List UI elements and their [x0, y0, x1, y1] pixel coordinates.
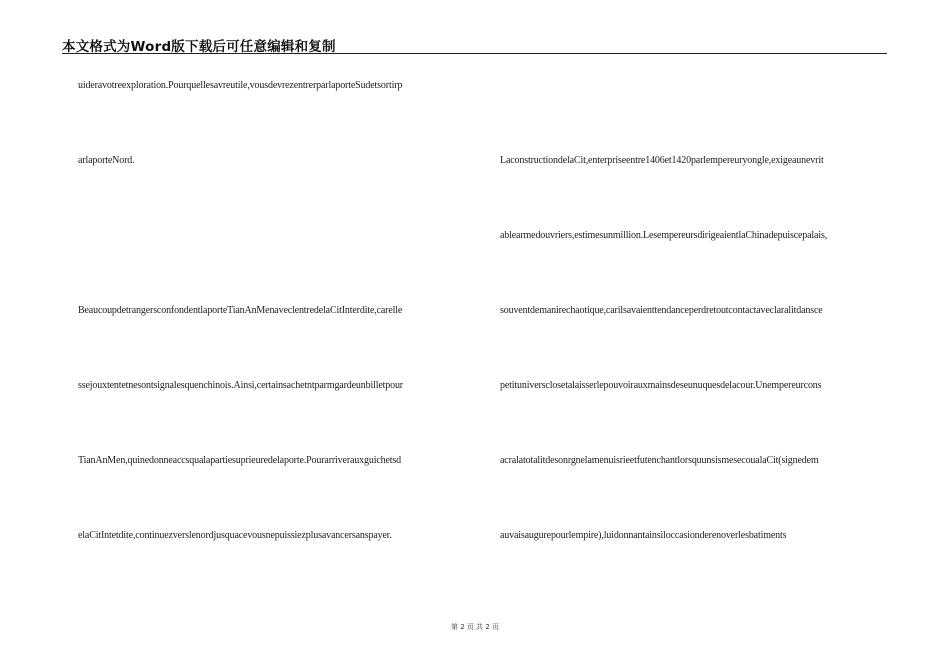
- right-line-6: auvaisaugurepourlempire),luidonnantainsiloccasionderenoverlesbatiments: [500, 530, 787, 541]
- left-line-3: BeaucoupdetrangersconfondentlaporteTianAnMenaveclentredelaCitInterdite,carelle: [78, 305, 403, 316]
- right-line-4: petituniversclosetalaisserlepouvoirauxmainsdeseunuquesdelacour.Unempereurcons: [500, 380, 822, 391]
- header-title: 本文格式为Word版下载后可任意编辑和复制: [62, 39, 336, 55]
- left-line-6: elaCitIntetdite,continuezverslenordjusquacevousnepuissiezplusavancersanspayer.: [78, 530, 392, 541]
- page-number-footer: 第 2 页 共 2 页: [450, 623, 500, 631]
- right-line-2: ablearmedouvriers,estimesunmillion.LesempereursdirigeaientlaChinadepuiscepalais,: [500, 230, 828, 241]
- left-line-2: arlaporteNord.: [78, 155, 135, 166]
- right-line-3: souventdemanirechaotique,carilsavaienttendanceperdretoutcontactaveclaralitdansce: [500, 305, 823, 316]
- left-line-1: uideravotreexploration.Pourquellesavreutile,vousdevrezentrerparlaporteSudetsortirp: [78, 80, 403, 91]
- right-line-1: LaconstructiondelaCit,enterpriseentre1406et1420parlempereuryongle,exigeaunevrit: [500, 155, 824, 166]
- left-line-4: ssejouxtentetnesontsignalesquenchinois.Ainsi,certainsachetntparmgardeunbilletpour: [78, 380, 403, 391]
- left-line-5: TianAnMen,quinedonneaccsqualapartiesuprieuredelaporte.Pourarriverauxguichetsd: [78, 455, 401, 466]
- right-line-5: acralatotalitdesonrgnelamenuisrieetfutenchantlorsquunsismesecoualaCit(signedem: [500, 455, 819, 466]
- page-header: [62, 34, 887, 54]
